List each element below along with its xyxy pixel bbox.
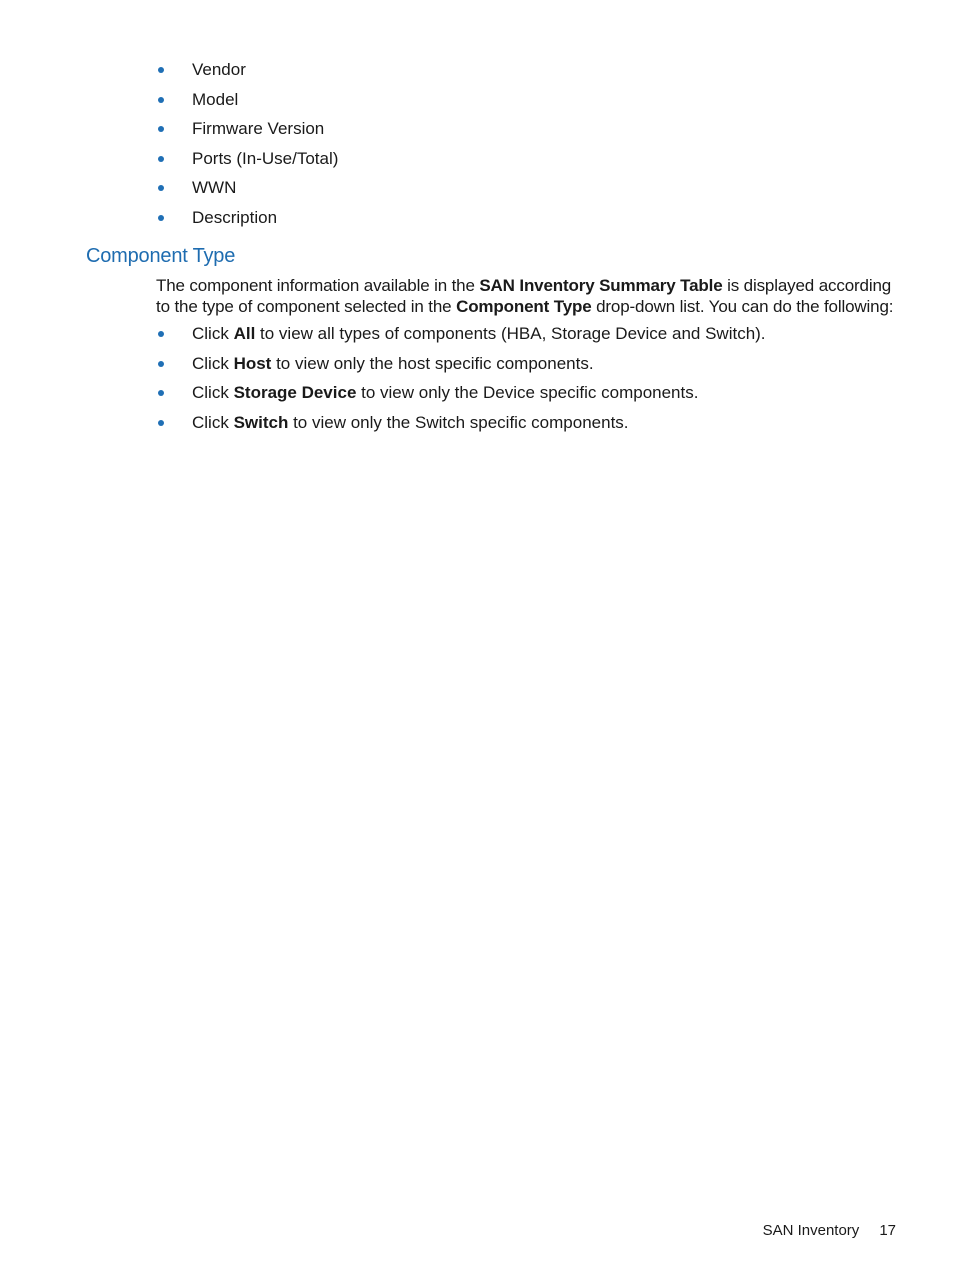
list-item bbox=[156, 383, 916, 413]
list-item-text: to view all types of components (HBA, Storage Device and Switch). bbox=[255, 324, 766, 343]
list-item bbox=[156, 149, 916, 179]
bullet-icon bbox=[158, 420, 164, 426]
footer-section-name: SAN Inventory bbox=[762, 1222, 860, 1239]
list-item bbox=[156, 413, 916, 443]
list-item bbox=[156, 178, 916, 208]
option-name: All bbox=[233, 324, 256, 343]
paragraph-text: The component information available in the bbox=[156, 276, 480, 295]
bullet-icon bbox=[158, 97, 164, 103]
page-footer bbox=[763, 1222, 896, 1239]
page-number: 17 bbox=[879, 1222, 896, 1239]
list-item-text: Firmware Version bbox=[192, 119, 325, 138]
list-item bbox=[156, 90, 916, 120]
bullet-icon bbox=[158, 156, 164, 162]
list-item bbox=[156, 208, 916, 238]
paragraph-text: drop-down list. You can do the following: bbox=[591, 297, 894, 316]
bullet-icon bbox=[158, 215, 164, 221]
list-item-text: to view only the host specific components. bbox=[271, 353, 594, 373]
paragraph-text: is displayed according to the type of component selected in the bbox=[156, 276, 892, 316]
list-item-text: Click bbox=[192, 383, 234, 402]
list-item-text: WWN bbox=[192, 178, 237, 197]
section-heading: Component Type bbox=[86, 245, 236, 267]
bullet-icon bbox=[158, 390, 164, 396]
list-item-text: to view only the Device specific components. bbox=[356, 383, 699, 402]
section-paragraph bbox=[156, 275, 898, 317]
option-name: Storage Device bbox=[233, 383, 357, 402]
list-item-text: Ports (In-Use/Total) bbox=[192, 148, 339, 168]
list-item-text: Description bbox=[192, 207, 278, 227]
bullet-icon bbox=[158, 126, 164, 132]
component-option-list bbox=[156, 324, 916, 442]
list-item-text: Vendor bbox=[192, 60, 246, 79]
list-item-text: Model bbox=[192, 89, 239, 109]
list-item bbox=[156, 119, 916, 149]
list-item bbox=[156, 60, 916, 90]
paragraph-bold-term: SAN Inventory Summary Table bbox=[479, 276, 723, 295]
list-item-text: to view only the Switch specific components. bbox=[288, 412, 629, 432]
list-item bbox=[156, 354, 916, 384]
list-item-text: Click bbox=[192, 412, 234, 432]
bullet-icon bbox=[158, 67, 164, 73]
paragraph-bold-term: Component Type bbox=[456, 297, 592, 316]
list-item-text: Click bbox=[192, 324, 234, 343]
bullet-icon bbox=[158, 361, 164, 367]
attribute-list bbox=[156, 60, 916, 237]
list-item-text: Click bbox=[192, 353, 234, 373]
bullet-icon bbox=[158, 331, 164, 337]
list-item bbox=[156, 324, 916, 354]
bullet-icon bbox=[158, 185, 164, 191]
option-name: Host bbox=[233, 353, 272, 373]
option-name: Switch bbox=[233, 412, 289, 432]
